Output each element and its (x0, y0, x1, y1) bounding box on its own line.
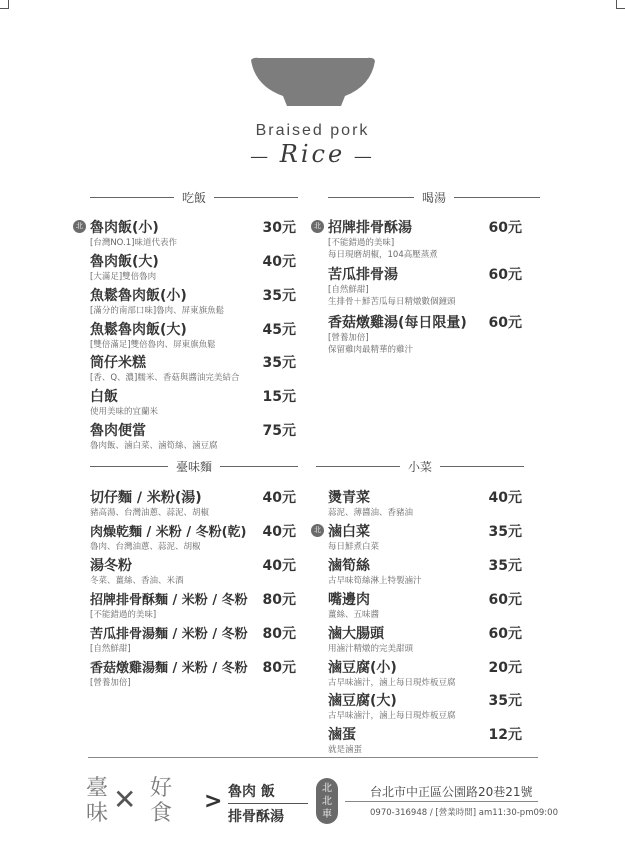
item-name: 魯肉便當 (90, 423, 146, 439)
item-name: 肉燥乾麵 / 米粉 / 冬粉(乾) (90, 525, 247, 540)
item-price: 60元 (488, 592, 522, 608)
item-price: 30元 (262, 220, 296, 236)
item-desc: [滿分的南部口味]魯肉、屏東旗魚鬆 (90, 306, 225, 316)
section-header-noodle (90, 457, 298, 475)
menu-item (90, 285, 296, 317)
menu-item (328, 657, 522, 689)
menu-item (90, 420, 296, 452)
location-stamp: 北 北 車 (316, 778, 338, 824)
item-price: 35元 (488, 558, 522, 574)
item-desc: [大滿足]雙倍魯肉 (90, 272, 157, 282)
item-name: 招牌排骨酥麵 / 米粉 / 冬粉 (90, 593, 248, 608)
menu-item (90, 487, 296, 519)
brand-char: 好 (150, 776, 173, 801)
menu-item (90, 555, 296, 587)
section-title: 臺味麵 (176, 459, 213, 474)
menu-item (90, 352, 296, 384)
item-desc: [雙倍滿足]雙倍魯肉、屏東旗魚鬆 (90, 340, 216, 350)
address-divider (345, 801, 538, 802)
menu-item (90, 623, 296, 655)
menu-item (90, 589, 296, 621)
title-rice-text: Rice (279, 140, 346, 168)
footer-divider (88, 757, 538, 758)
item-price: 35元 (488, 524, 522, 540)
item-price: 80元 (262, 660, 296, 676)
crop-mark-top-right (616, 0, 625, 9)
item-desc-detail: 生排骨＋鮮苦瓜每日精燉數個鐘頭 (328, 297, 456, 307)
section-title: 吃飯 (182, 190, 207, 205)
item-price: 40元 (262, 558, 296, 574)
item-price: 80元 (262, 626, 296, 642)
item-name: 香菇燉雞湯麵 / 米粉 / 冬粉 (90, 661, 248, 676)
crop-mark-top-left (0, 0, 9, 9)
item-desc: 就是滷蛋 (328, 745, 363, 755)
item-desc: [香、Q、濃]糯米、香菇與醬油完美結合 (90, 373, 240, 383)
recommend-badge-icon: 北 (311, 220, 324, 233)
item-price: 15元 (262, 389, 296, 405)
item-price: 35元 (488, 693, 522, 709)
phone-hours: 0970-316948 / [營業時間] am11:30-pm09:00 (370, 808, 558, 818)
item-desc: 古早味筍絲淋上特製滷汁 (328, 576, 422, 586)
item-desc: 古早味滷汁，滷上每日現炸板豆腐 (328, 678, 456, 688)
item-name: 苦瓜排骨湯 (328, 267, 398, 283)
menu-item (328, 555, 522, 587)
address: 台北市中正區公園路20巷21號 (370, 785, 533, 799)
item-name: 魯肉飯(大) (90, 254, 159, 270)
arrow-icon: > (204, 789, 223, 814)
item-desc: [不能錯過的美味] (328, 238, 395, 248)
menu-item (90, 319, 296, 351)
item-desc: 冬菜、薑絲、香油、米酒 (90, 576, 184, 586)
item-name: 滷豆腐(小) (328, 660, 397, 676)
section-header-soup (328, 188, 540, 206)
item-price: 75元 (262, 423, 296, 439)
item-name: 湯冬粉 (90, 558, 132, 574)
item-price: 40元 (262, 490, 296, 506)
item-name: 魚鬆魯肉飯(小) (90, 288, 187, 304)
item-price: 60元 (488, 267, 522, 283)
menu-item (90, 657, 296, 689)
item-desc: [營養加倍] (328, 333, 369, 343)
brand-cross-icon: ✕ (113, 783, 137, 816)
footer-item-divider (228, 803, 308, 804)
menu-item (328, 623, 522, 655)
item-name: 白飯 (90, 389, 118, 405)
item-price: 45元 (262, 322, 296, 338)
item-name: 苦瓜排骨湯麵 / 米粉 / 冬粉 (90, 627, 248, 642)
menu-item (328, 589, 522, 621)
item-name: 滷蛋 (328, 727, 356, 743)
item-desc-detail: 每日現磨胡椒，104高壓蒸煮 (328, 250, 438, 260)
item-name: 滷豆腐(大) (328, 693, 397, 709)
menu-item (328, 217, 522, 261)
item-name: 招牌排骨酥湯 (328, 220, 412, 236)
item-price: 12元 (488, 727, 522, 743)
item-desc: 魯肉、台灣油蔥、蒜泥、胡椒 (90, 542, 201, 552)
item-name: 魚鬆魯肉飯(大) (90, 322, 187, 338)
item-price: 20元 (488, 660, 522, 676)
item-desc: 魯肉飯、滷白菜、滷筍絲、滷豆腐 (90, 441, 218, 451)
item-name: 滷筍絲 (328, 558, 370, 574)
recommend-badge-icon: 北 (73, 220, 86, 233)
item-desc: [營養加倍] (90, 678, 131, 688)
item-price: 60元 (488, 626, 522, 642)
recommend-badge-icon: 北 (311, 524, 324, 537)
menu-item (328, 724, 522, 756)
item-name: 滷大腸頭 (328, 626, 384, 642)
item-desc: 古早味滷汁，滷上每日現炸板豆腐 (328, 711, 456, 721)
item-price: 80元 (262, 592, 296, 608)
brand-char: 食 (150, 801, 173, 826)
item-name: 嘴邊肉 (328, 592, 370, 608)
menu-item (90, 521, 296, 553)
menu-item (328, 312, 522, 356)
item-price: 60元 (488, 220, 522, 236)
item-price: 40元 (488, 490, 522, 506)
item-price: 40元 (262, 524, 296, 540)
section-title: 小菜 (408, 459, 433, 474)
item-price: 35元 (262, 288, 296, 304)
item-name: 切仔麵 / 米粉(湯) (90, 490, 202, 506)
item-name: 燙青菜 (328, 490, 370, 506)
item-desc: [自然鮮甜] (328, 285, 369, 295)
item-name: 香菇燉雞湯(每日限量) (328, 315, 467, 331)
title-rice: — Rice — (250, 140, 375, 168)
item-desc: [台灣NO.1]味道代表作 (90, 238, 177, 248)
item-desc: 用滷汁精燉的完美甜頭 (328, 644, 414, 654)
item-desc: [不能錯過的美味] (90, 610, 157, 620)
item-price: 40元 (262, 254, 296, 270)
item-desc: 豬高湯、台灣油蔥、蒜泥、胡椒 (90, 508, 210, 518)
menu-item (90, 251, 296, 283)
footer-item-soup: 排骨酥湯 (228, 809, 284, 825)
brand-char: 臺 (86, 776, 109, 801)
footer-item-rice: 魯肉 飯 (228, 784, 275, 800)
menu-item (90, 386, 296, 418)
item-price: 35元 (262, 355, 296, 371)
brand-char: 味 (86, 801, 109, 826)
item-desc: 每日鮮煮白菜 (328, 542, 380, 552)
item-desc: 薑絲、五味醬 (328, 610, 380, 620)
section-header-side (316, 457, 524, 475)
menu-item (328, 521, 522, 553)
item-desc: 蒜泥、薄醬油、香豬油 (328, 508, 414, 518)
section-title: 喝湯 (422, 190, 447, 205)
title-english: Braised pork (255, 122, 370, 139)
bowl-logo (249, 56, 377, 108)
menu-item (328, 264, 522, 308)
item-name: 筒仔米糕 (90, 355, 146, 371)
menu-item (90, 217, 296, 249)
item-desc: [自然鮮甜] (90, 644, 131, 654)
item-desc: 使用美味的宜蘭米 (90, 407, 159, 417)
item-desc-detail: 保留雞肉最精華的雞汁 (328, 345, 414, 355)
item-name: 滷白菜 (328, 524, 370, 540)
menu-item (328, 690, 522, 722)
section-header-rice (90, 188, 298, 206)
item-price: 60元 (488, 315, 522, 331)
menu-item (328, 487, 522, 519)
item-name: 魯肉飯(小) (90, 220, 159, 236)
